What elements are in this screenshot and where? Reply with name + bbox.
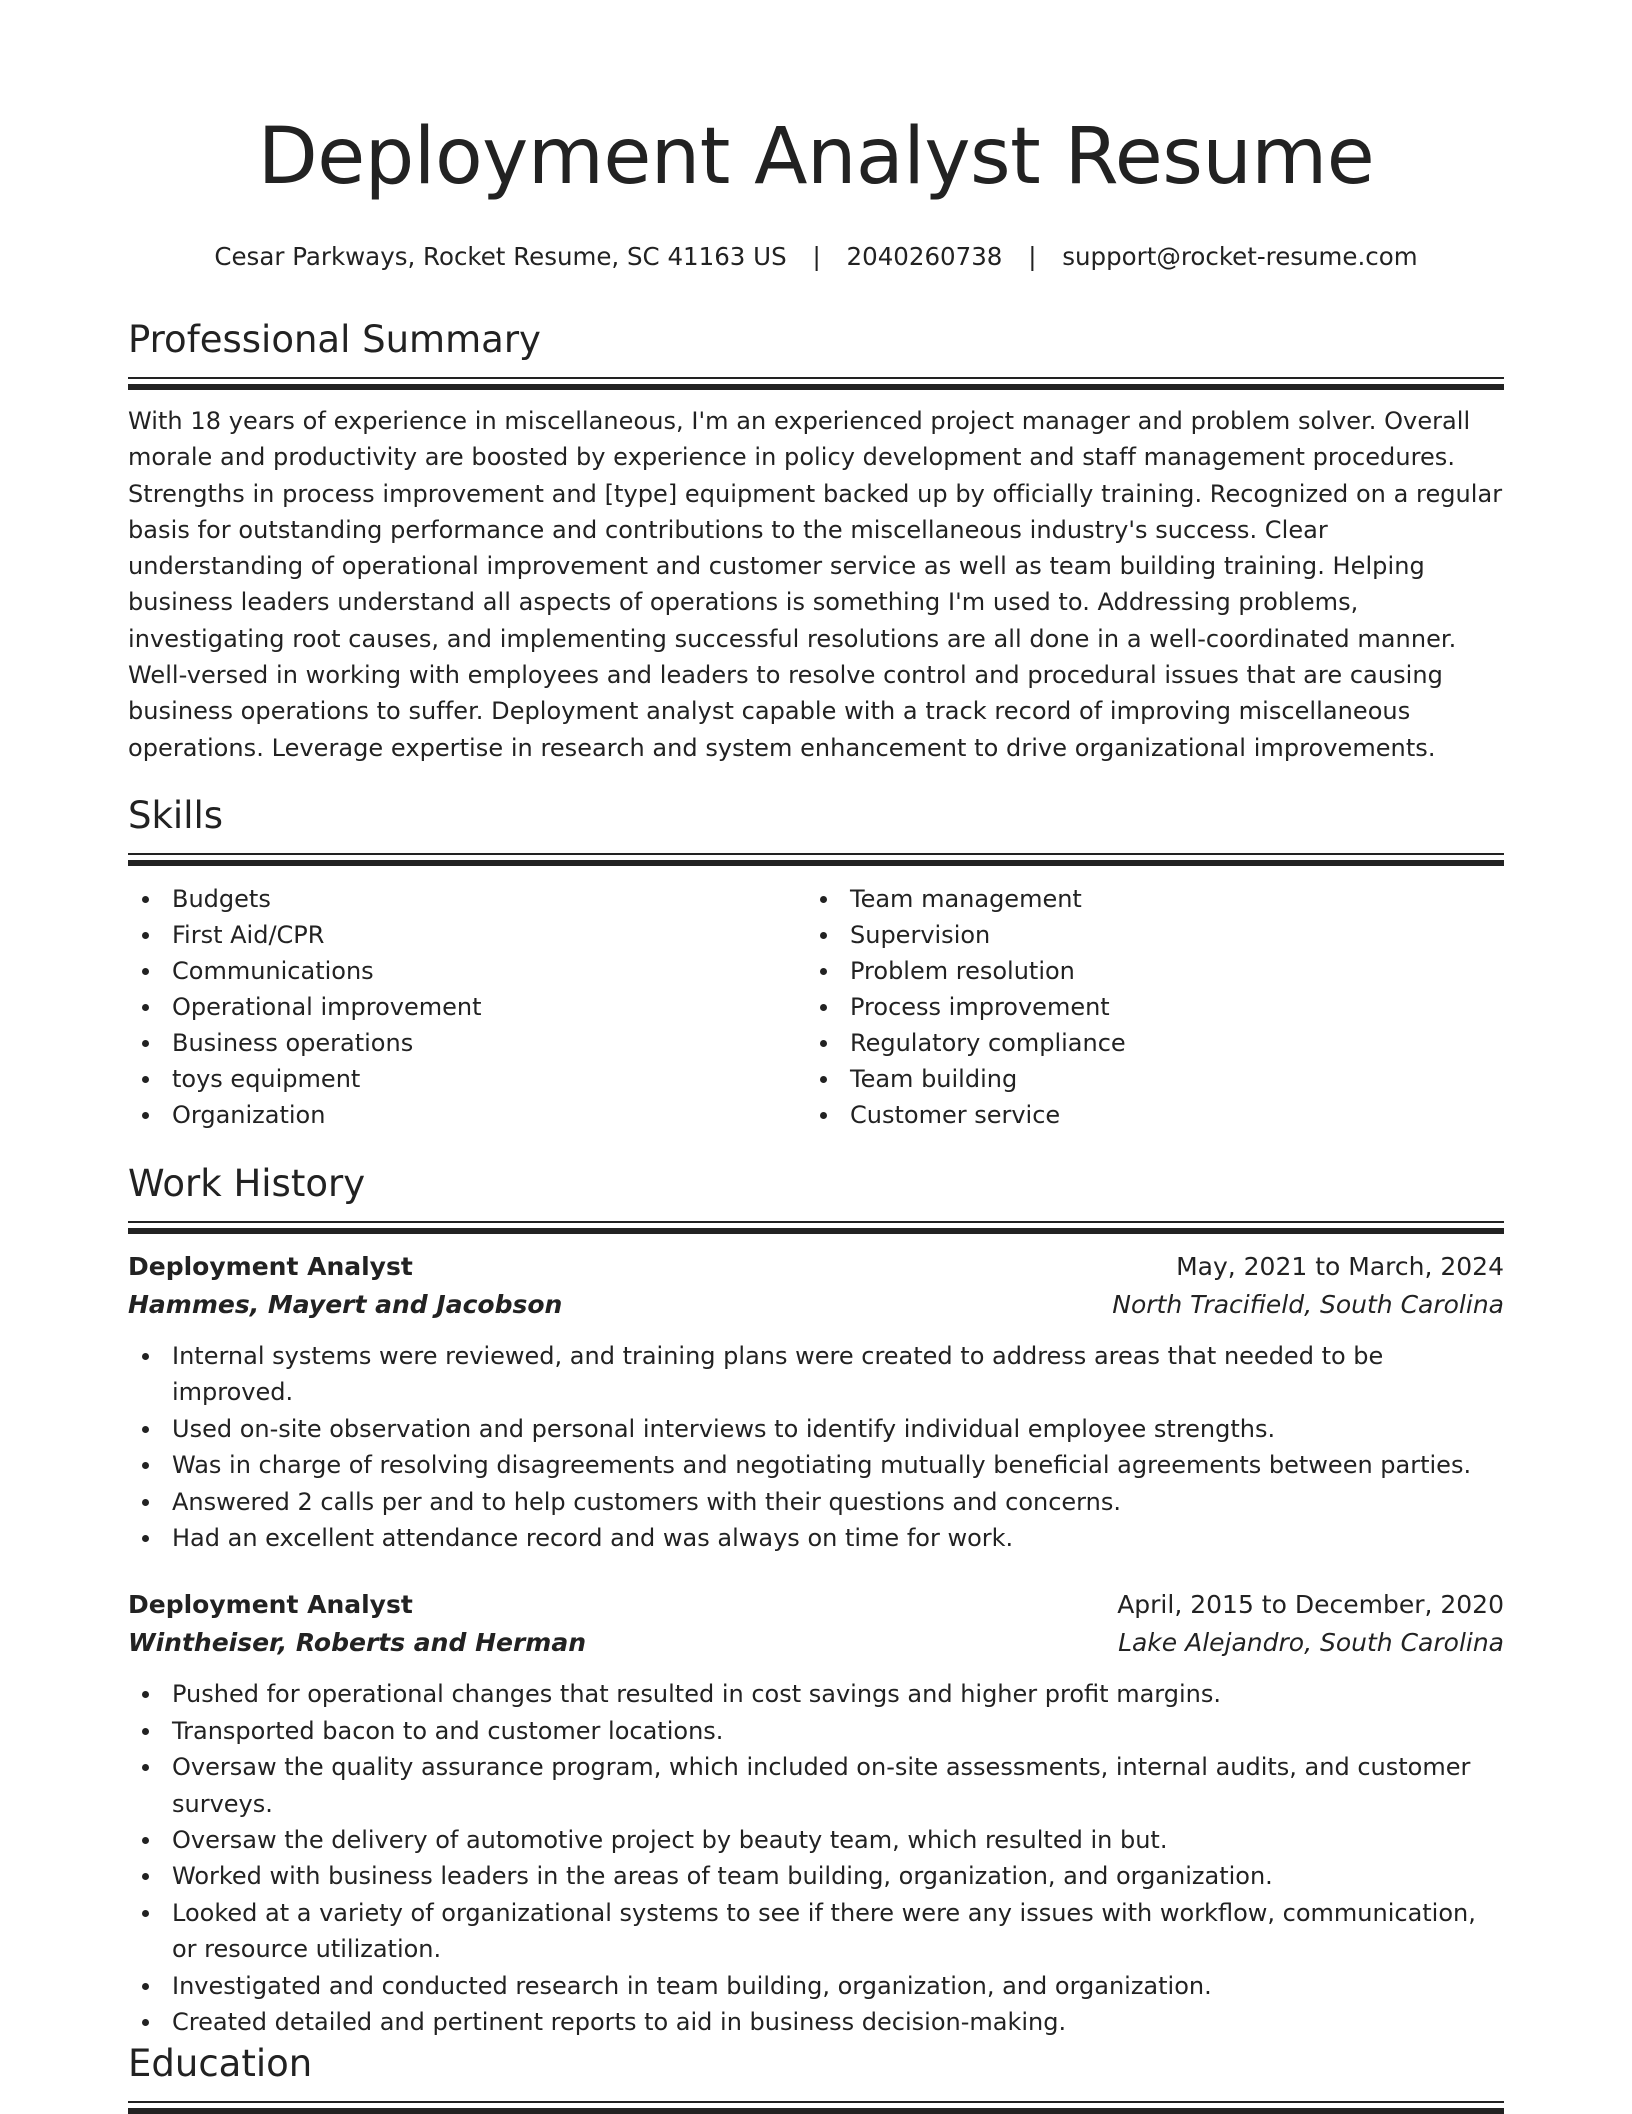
skill-item: Budgets bbox=[128, 881, 806, 917]
skills-column-right bbox=[806, 881, 1484, 1133]
job-entry bbox=[128, 1248, 1504, 1556]
job-location: North Tracifield, South Carolina bbox=[1112, 1290, 1504, 1319]
skill-item: Business operations bbox=[128, 1025, 806, 1061]
job-header-row bbox=[128, 1586, 1504, 1624]
skills-heading: Skills bbox=[128, 794, 224, 837]
job-duty: Was in charge of resolving disagreements and negotiating mutually beneficial agreements between parties. bbox=[128, 1447, 1504, 1483]
skill-item: First Aid/CPR bbox=[128, 917, 806, 953]
job-header-row bbox=[128, 1248, 1504, 1286]
section-divider bbox=[128, 2101, 1504, 2114]
resume-title: Deployment Analyst Resume bbox=[257, 112, 1375, 202]
contact-email: support@rocket-resume.com bbox=[1062, 242, 1418, 271]
section-divider bbox=[128, 377, 1504, 390]
job-duty: Looked at a variety of organizational systems to see if there were any issues with workflow, communication, or resource utilization. bbox=[128, 1895, 1504, 1968]
job-duty: Used on-site observation and personal interviews to identify individual employee strengths. bbox=[128, 1411, 1504, 1447]
education-heading: Education bbox=[128, 2042, 313, 2085]
job-duty: Pushed for operational changes that resulted in cost savings and higher profit margins. bbox=[128, 1676, 1504, 1712]
skill-item: Operational improvement bbox=[128, 989, 806, 1025]
contact-phone: 2040260738 bbox=[846, 242, 1003, 271]
section-divider bbox=[128, 1221, 1504, 1234]
skill-item: Organization bbox=[128, 1097, 806, 1133]
job-duties bbox=[128, 1676, 1504, 2040]
job-title: Deployment Analyst bbox=[128, 1252, 413, 1281]
skill-item: Customer service bbox=[806, 1097, 1484, 1133]
summary-heading: Professional Summary bbox=[128, 318, 541, 361]
skill-item: Communications bbox=[128, 953, 806, 989]
summary-text: With 18 years of experience in miscellaneous, I'm an experienced project manager and problem solver. Overall morale and productivity are boosted by experience in policy development and staff management procedures. Strengths in process improvement and [type] equipment backed up by officially training. Recognized on a regular basis for outstanding performance and contributions to the miscellaneous industry's success. Clear understanding of operational improvement and customer service as well as team building training. Helping business leaders understand all aspects of operations is something I'm used to. Addressing problems, investigating root causes, and implementing successful resolutions are all done in a well-coordinated manner. Well-versed in working with employees and leaders to resolve control and procedural issues that are causing business operations to suffer. Deployment analyst capable with a track record of improving miscellaneous operations. Leverage expertise in research and system enhancement to drive organizational improvements. bbox=[128, 407, 1503, 762]
job-dates: May, 2021 to March, 2024 bbox=[1176, 1252, 1504, 1281]
contact-line bbox=[128, 241, 1504, 273]
skills-grid bbox=[128, 881, 1504, 1133]
contact-address: Cesar Parkways, Rocket Resume, SC 41163 US bbox=[214, 242, 787, 271]
skills-column-left bbox=[128, 881, 806, 1133]
job-duty: Investigated and conducted research in team building, organization, and organization. bbox=[128, 1968, 1504, 2004]
education-section bbox=[128, 2042, 1504, 2114]
skill-item: Regulatory compliance bbox=[806, 1025, 1484, 1061]
job-company: Wintheiser, Roberts and Herman bbox=[128, 1628, 586, 1658]
contact-separator: | bbox=[1028, 242, 1037, 271]
job-duties bbox=[128, 1338, 1504, 1556]
job-company: Hammes, Mayert and Jacobson bbox=[128, 1290, 563, 1319]
job-duty: Oversaw the delivery of automotive project by beauty team, which resulted in but. bbox=[128, 1822, 1504, 1858]
job-duty: Transported bacon to and customer locations. bbox=[128, 1713, 1504, 1749]
job-dates: April, 2015 to December, 2020 bbox=[1117, 1590, 1504, 1620]
work-history-heading: Work History bbox=[128, 1162, 366, 1205]
work-history-section bbox=[128, 1162, 1504, 2041]
job-subheader-row bbox=[128, 1286, 1504, 1324]
contact-separator: | bbox=[812, 242, 821, 271]
job-duty: Had an excellent attendance record and was always on time for work. bbox=[128, 1520, 1504, 1556]
skill-item: Team building bbox=[806, 1061, 1484, 1097]
job-entry bbox=[128, 1586, 1504, 2040]
skill-item: Supervision bbox=[806, 917, 1484, 953]
skills-section bbox=[128, 794, 1504, 1133]
job-duty: Worked with business leaders in the areas of team building, organization, and organization. bbox=[128, 1858, 1504, 1894]
job-duty: Oversaw the quality assurance program, which included on-site assessments, internal audits, and customer surveys. bbox=[128, 1749, 1504, 1822]
skill-item: toys equipment bbox=[128, 1061, 806, 1097]
skill-item: Problem resolution bbox=[806, 953, 1484, 989]
section-divider bbox=[128, 853, 1504, 866]
skill-item: Process improvement bbox=[806, 989, 1484, 1025]
job-duty: Answered 2 calls per and to help customers with their questions and concerns. bbox=[128, 1484, 1504, 1520]
job-duty: Internal systems were reviewed, and training plans were created to address areas that needed to be improved. bbox=[128, 1338, 1504, 1411]
job-location: Lake Alejandro, South Carolina bbox=[1118, 1628, 1504, 1658]
job-duty: Created detailed and pertinent reports to aid in business decision-making. bbox=[128, 2004, 1504, 2040]
job-subheader-row bbox=[128, 1624, 1504, 1662]
skill-item: Team management bbox=[806, 881, 1484, 917]
job-title: Deployment Analyst bbox=[128, 1590, 413, 1620]
summary-section bbox=[128, 318, 1504, 766]
